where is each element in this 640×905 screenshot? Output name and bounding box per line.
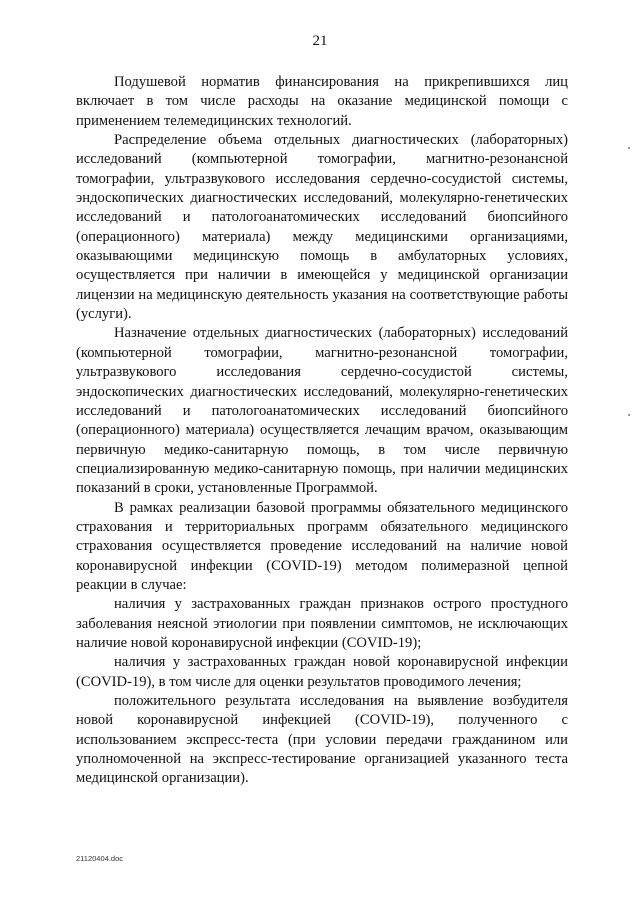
- paragraph-covid-pcr-intro: В рамках реализации базовой программы обязательного медицинского страхования и территориальных программ обязательного медицинского страхования осуществляется проведение исследований на наличие новой коронавирусной инфекции (COVID-19) методом полимеразной цепной реакции в случае:: [76, 499, 568, 593]
- footer-filename: 21120404.doc: [76, 854, 123, 863]
- document-body: [76, 73, 568, 789]
- paragraph-distribution-of-studies: Распределение объема отдельных диагностических (лабораторных) исследований (компьютерной томографии, магнитно-резонансной томографии, ультразвукового исследования сердечно-сосудистой системы, эндоскопических диагностических исследований, молекулярно-генетических исследований и патологоанатомических исследований биопсийного (операционного) материала) между медицинскими организациями, оказывающими медицинскую помощь в амбулаторных условиях, осуществляется при наличии в имеющейся у медицинской организации лицензии на медицинскую деятельность указания на соответствующие работы (услуги).: [76, 132, 568, 323]
- scan-margin-mark: [628, 147, 630, 149]
- page-number: 21: [312, 33, 328, 49]
- paragraph-covid-case-infection: наличия у застрахованных граждан новой коронавирусной инфекции (COVID-19), в том числе для оценки результатов проводимого лечения;: [76, 654, 568, 690]
- paragraph-capitation-norm: Подушевой норматив финансирования на прикрепившихся лиц включает в том числе расходы на оказание медицинской помощи с применением телемедицинских технологий.: [76, 74, 568, 129]
- scan-margin-mark: [628, 414, 630, 416]
- paragraph-covid-case-express-test: положительного результата исследования на выявление возбудителя новой коронавирусной инфекцией (COVID-19), полученного с использованием экспресс-теста (при условии передачи гражданином или уполномоченной на экспресс-тестирование организацией указанного теста медицинской организации).: [76, 693, 568, 787]
- paragraph-prescription-of-studies: Назначение отдельных диагностических (лабораторных) исследований (компьютерной томографии, магнитно-резонансной томографии, ультразвукового исследования сердечно-сосудистой системы, эндоскопических диагностических исследований, молекулярно-генетических исследований и патологоанатомических исследований биопсийного (операционного) материала) осуществляется лечащим врачом, оказывающим первичную медико-санитарную помощь, в том числе первичную специализированную медико-санитарную помощь, при наличии медицинских показаний в сроки, установленные Программой.: [76, 325, 568, 497]
- paragraph-covid-case-symptoms: наличия у застрахованных граждан признаков острого простудного заболевания неясной этиологии при появлении симптомов, не исключающих наличие новой коронавирусной инфекции (COVID-19);: [76, 596, 568, 651]
